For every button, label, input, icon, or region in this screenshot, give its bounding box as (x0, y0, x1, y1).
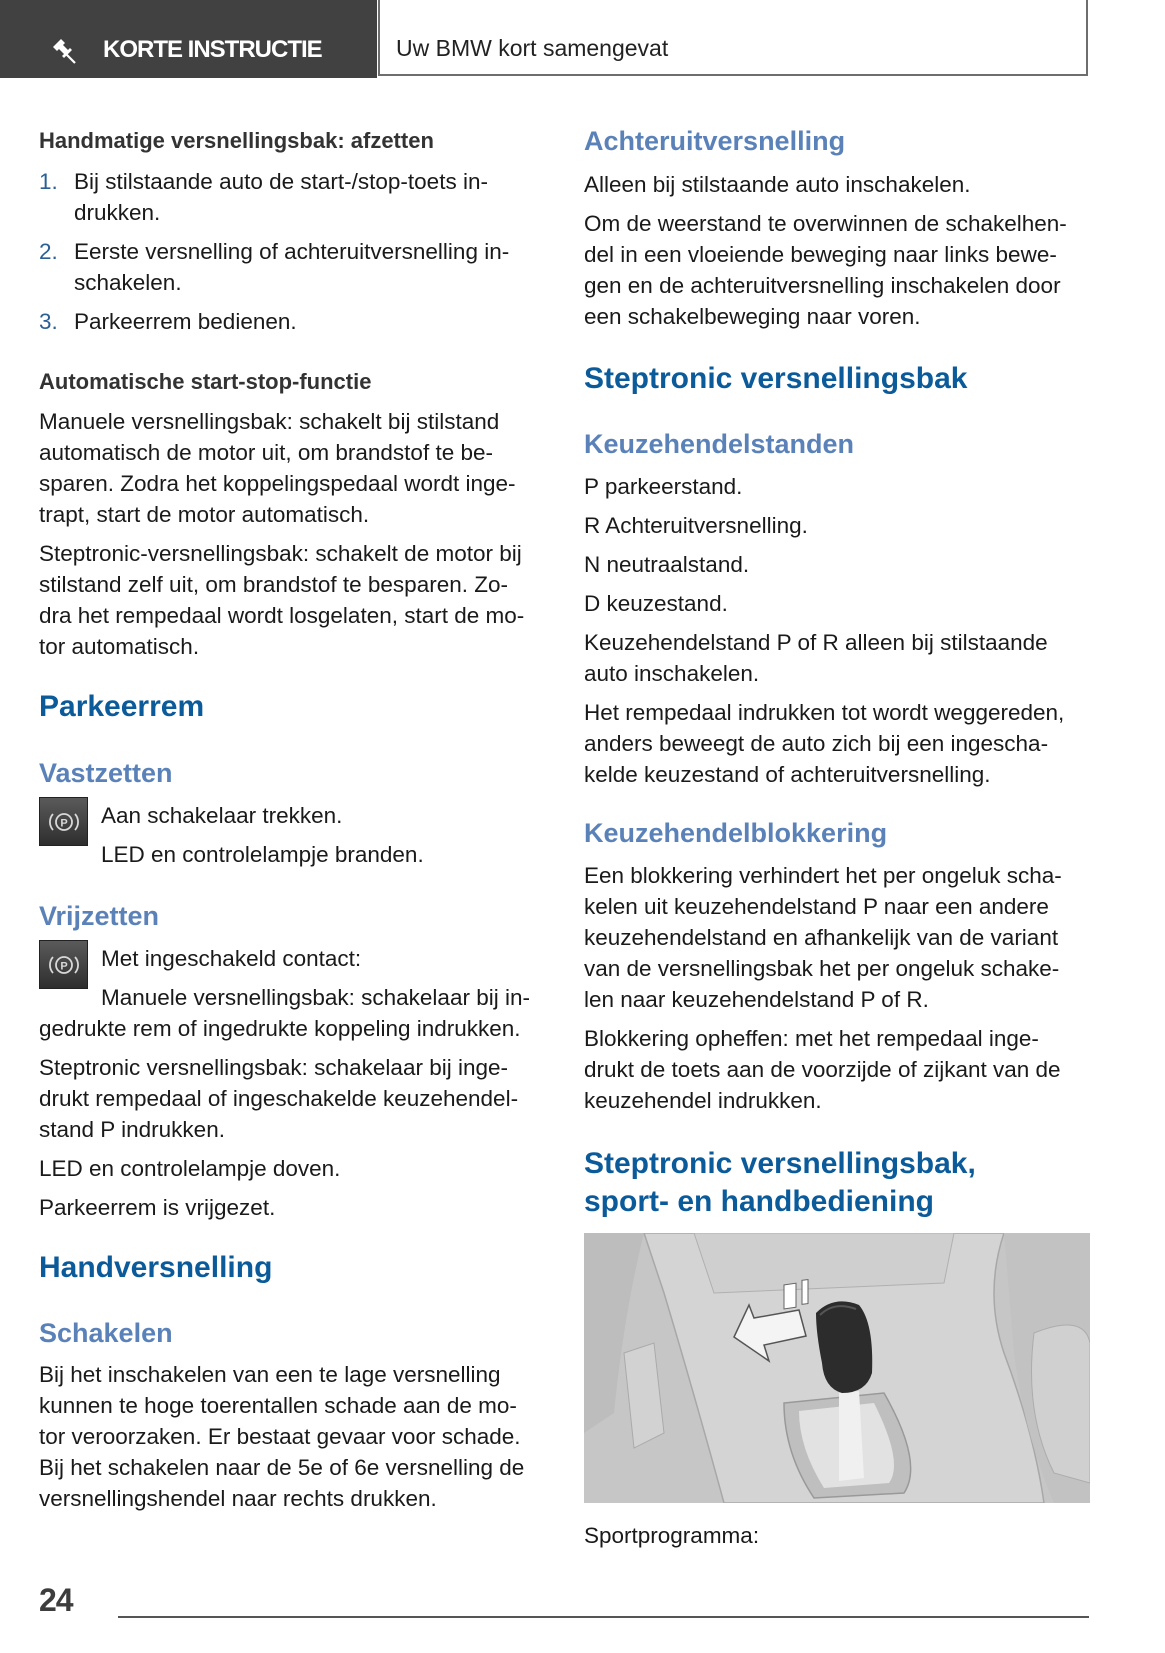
release-heading: Vrijzetten (39, 901, 160, 931)
paragraph-line: keuzehendel indrukken. (584, 1088, 822, 1113)
positions-heading: Keuzehendelstanden (584, 429, 855, 459)
list-item: N neutraalstand. (584, 552, 750, 577)
steptronic-heading: Steptronic versnellingsbak (584, 362, 968, 395)
manual-off-heading: Handmatige versnellingsbak: afzetten (39, 128, 434, 153)
manual-gearbox-heading: Handversnelling (39, 1251, 273, 1284)
paragraph-line: len naar keuzehendelstand P of R. (584, 987, 929, 1012)
paragraph-line: Manuele versnellingsbak: schakelaar bij in- (101, 985, 530, 1010)
shifting-heading: Schakelen (39, 1318, 173, 1348)
svg-text:P: P (59, 960, 68, 972)
paragraph-line: Aan schakelaar trekken. (101, 803, 343, 828)
paragraph-line: drukt de toets aan de voorzijde of zijkant van de (584, 1057, 1061, 1082)
paragraph-line: sparen. Zodra het koppelingspedaal wordt inge- (39, 471, 516, 496)
paragraph-line: versnellingshendel naar rechts drukken. (39, 1486, 437, 1511)
sport-manual-heading-line: Steptronic versnellingsbak, (584, 1147, 976, 1180)
paragraph-line: Blokkering opheffen: met het rempedaal inge- (584, 1026, 1039, 1051)
paragraph-line: kelen uit keuzehendelstand P naar een andere (584, 894, 1049, 919)
svg-text:P: P (59, 817, 68, 829)
paragraph-line: tor veroorzaken. Er bestaat gevaar voor schade. (39, 1424, 521, 1449)
page-number: 24 (39, 1582, 73, 1618)
parking-brake-icon (39, 797, 88, 846)
paragraph-line: automatisch de motor uit, om brandstof te be- (39, 440, 493, 465)
paragraph-line: Alleen bij stilstaande auto inschakelen. (584, 172, 971, 197)
paragraph-line: stilstand zelf uit, om brandstof te besparen. Zo- (39, 572, 508, 597)
paragraph-line: Steptronic-versnellingsbak: schakelt de motor bij (39, 541, 522, 566)
paragraph-line: Keuzehendelstand P of R alleen bij stilstaande (584, 630, 1048, 655)
paragraph-line: Parkeerrem is vrijgezet. (39, 1195, 276, 1220)
paragraph-line: gen en de achteruitversnelling inschakelen door (584, 273, 1061, 298)
auto-start-stop-heading: Automatische start-stop-functie (39, 369, 372, 394)
engage-heading: Vastzetten (39, 758, 173, 788)
figure-caption: Sportprogramma: (584, 1523, 760, 1548)
paragraph-line: anders beweegt de auto zich bij een ingescha- (584, 731, 1049, 756)
parking-brake-heading: Parkeerrem (39, 690, 205, 723)
footer-divider (118, 1616, 1089, 1618)
paragraph-line: Bij het schakelen naar de 5e of 6e versnelling de (39, 1455, 525, 1480)
paragraph-line: drukt rempedaal of ingeschakelde keuzehendel- (39, 1086, 519, 1111)
list-item: P parkeerstand. (584, 474, 743, 499)
paragraph-line: kunnen te hoge toerentallen schade aan de mo- (39, 1393, 517, 1418)
paragraph-line: Het rempedaal indrukken tot wordt weggereden, (584, 700, 1065, 725)
paragraph-line: Bij het inschakelen van een te lage versnelling (39, 1362, 501, 1387)
paragraph-line: van de versnellingsbak het per ongeluk schake- (584, 956, 1060, 981)
list-item: 1. Bij stilstaande auto de start-/stop-toets in- (39, 169, 488, 194)
paragraph-line: trapt, start de motor automatisch. (39, 502, 370, 527)
paragraph-line: Steptronic versnellingsbak: schakelaar bij inge- (39, 1055, 508, 1080)
list-item: R Achteruitversnelling. (584, 513, 808, 538)
list-item-continuation: schakelen. (74, 270, 182, 295)
gear-selector-illustration (584, 1233, 1090, 1503)
paragraph-line: del in een vloeiende beweging naar links bewe- (584, 242, 1057, 267)
section-title: KORTE INSTRUCTIE (103, 36, 322, 63)
paragraph-line: een schakelbeweging naar voren. (584, 304, 921, 329)
paragraph-line: gedrukte rem of ingedrukte koppeling indrukken. (39, 1016, 521, 1041)
chapter-subtitle: Uw BMW kort samengevat (396, 35, 669, 61)
chapter-header (378, 0, 1088, 76)
paragraph-line: Een blokkering verhindert het per ongeluk scha- (584, 863, 1062, 888)
paragraph-line: keuzehendelstand en afhankelijk van de variant (584, 925, 1059, 950)
lock-heading: Keuzehendelblokkering (584, 818, 888, 848)
paragraph-line: stand P indrukken. (39, 1117, 225, 1142)
sport-manual-heading-line: sport- en handbediening (584, 1185, 934, 1218)
pushpin-icon (50, 36, 80, 66)
paragraph-line: tor automatisch. (39, 634, 200, 659)
list-item: 2. Eerste versnelling of achteruitversnelling in- (39, 239, 510, 264)
paragraph-line: LED en controlelampje branden. (101, 842, 424, 867)
section-tab (0, 0, 377, 78)
list-item-continuation: drukken. (74, 200, 161, 225)
paragraph-line: kelde keuzestand of achteruitversnelling. (584, 762, 991, 787)
paragraph-line: Met ingeschakeld contact: (101, 946, 362, 971)
paragraph-line: Om de weerstand te overwinnen de schakelhen- (584, 211, 1067, 236)
paragraph-line: dra het rempedaal wordt losgelaten, start de mo- (39, 603, 525, 628)
paragraph-line: auto inschakelen. (584, 661, 760, 686)
reverse-heading: Achteruitversnelling (584, 126, 846, 156)
list-item: D keuzestand. (584, 591, 728, 616)
list-item: 3. Parkeerrem bedienen. (39, 309, 297, 334)
paragraph-line: Manuele versnellingsbak: schakelt bij stilstand (39, 409, 500, 434)
paragraph-line: LED en controlelampje doven. (39, 1156, 341, 1181)
parking-brake-icon (39, 940, 88, 989)
